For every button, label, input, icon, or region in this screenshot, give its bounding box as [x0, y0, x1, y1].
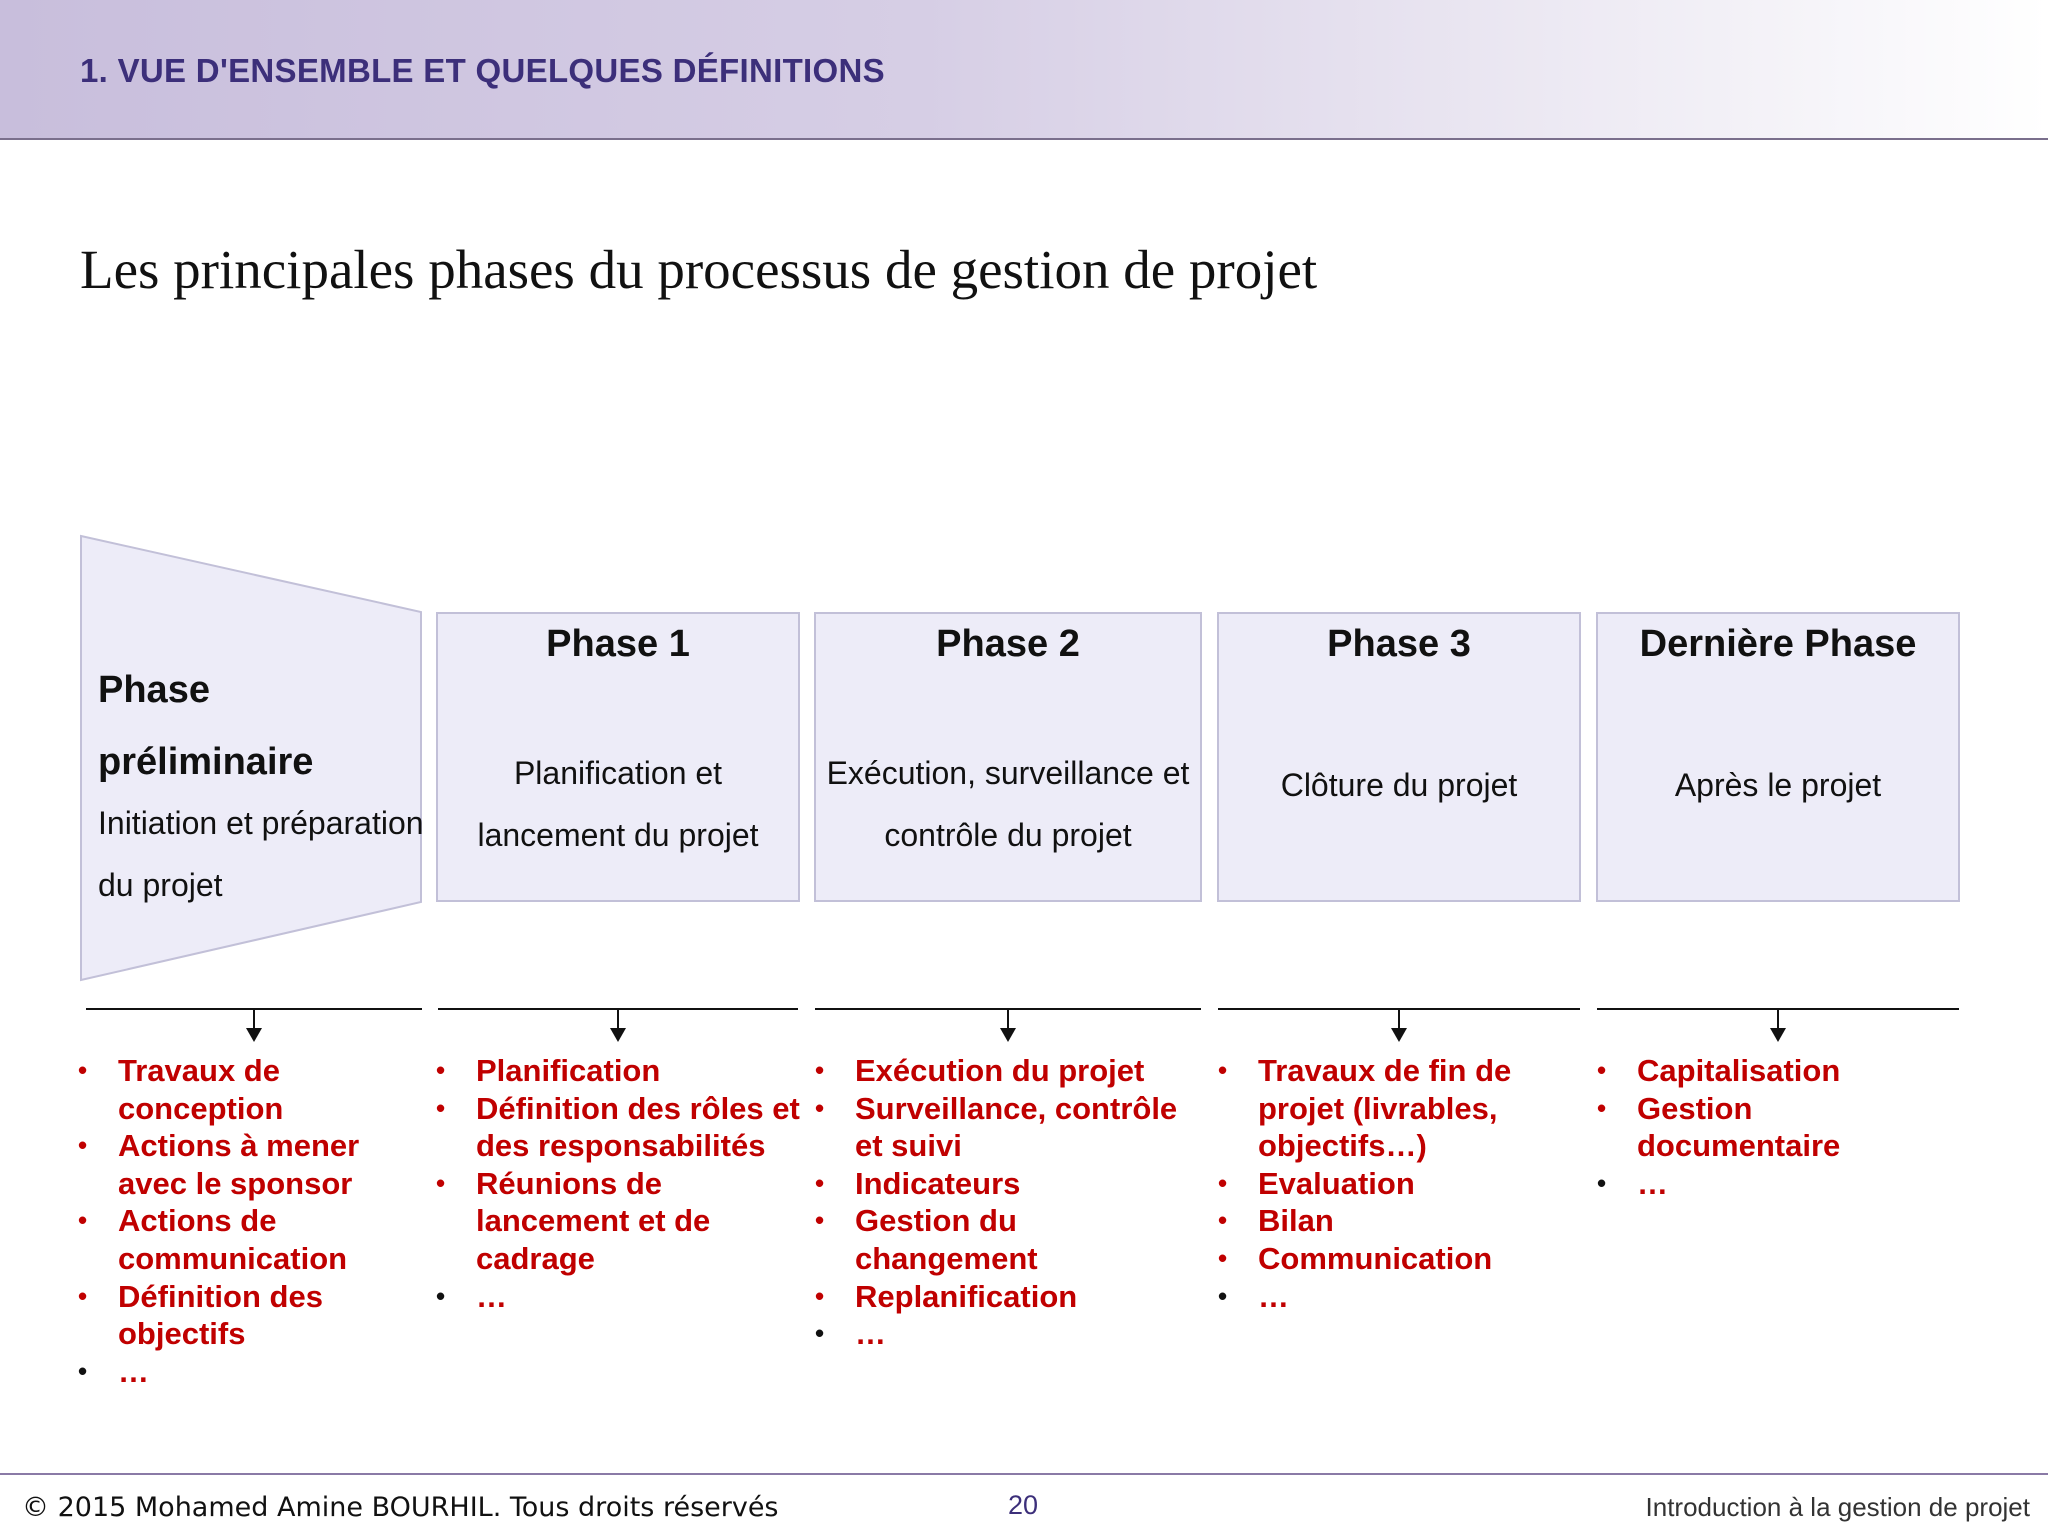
phase-box-last [1596, 612, 1960, 902]
copyright-notice: © 2015 Mohamed Amine BOURHIL. Tous droits réservés [22, 1492, 779, 1523]
list-item [815, 1278, 1205, 1316]
list-item-text: Définition des rôles et des responsabilités [476, 1090, 800, 1164]
phase-name: Phase 1 [546, 623, 690, 665]
list-item-text: Surveillance, contrôle et suivi [855, 1090, 1178, 1164]
arrow-rule-1 [438, 1008, 798, 1042]
bullet-icon: • [78, 1205, 88, 1236]
list-item [436, 1165, 800, 1278]
bullet-icon: • [815, 1055, 825, 1085]
list-item-text: Indicateurs [855, 1165, 1021, 1201]
arrow-stem [617, 1008, 619, 1030]
slide-title: Les principales phases du processus de gestion de projet [80, 239, 1318, 300]
list-item [78, 1202, 423, 1277]
activity-list-phase-2 [815, 1052, 1205, 1353]
course-title: Introduction à la gestion de projet [1645, 1492, 2030, 1522]
list-item-text: Communication [1258, 1240, 1493, 1276]
bullet-icon: • [1218, 1242, 1228, 1273]
list-item-text: Travaux de conception [118, 1053, 284, 1126]
bullet-icon: • [815, 1167, 825, 1198]
arrow-rule-0 [86, 1008, 422, 1042]
arrow-stem [1777, 1008, 1779, 1030]
list-item [1218, 1202, 1558, 1240]
list-item-text: … [855, 1316, 886, 1352]
bullet-icon: • [436, 1167, 446, 1198]
activity-list-last-phase [1597, 1052, 1897, 1202]
list-item-text: Replanification [855, 1278, 1078, 1314]
list-item [815, 1052, 1205, 1090]
bullet-icon: • [1218, 1205, 1228, 1236]
list-item [78, 1052, 423, 1127]
arrow-stem [253, 1008, 255, 1030]
list-item [1218, 1165, 1558, 1203]
phase-name: Phase 2 [936, 623, 1080, 665]
bullet-icon: • [78, 1355, 88, 1386]
list-item-text: Réunions de lancement et de cadrage [476, 1165, 711, 1276]
bullet-icon: • [1218, 1055, 1228, 1085]
down-arrow-icon [1000, 1028, 1016, 1042]
bullet-icon: • [1597, 1055, 1607, 1085]
arrow-stem [1007, 1008, 1009, 1030]
arrow-rule-4 [1597, 1008, 1959, 1042]
bullet-icon: • [1597, 1167, 1607, 1198]
list-item [1218, 1052, 1558, 1165]
list-item-text: Définition des objectifs [118, 1278, 323, 1352]
list-item [436, 1278, 800, 1316]
list-item-text: Bilan [1258, 1203, 1334, 1239]
list-item [436, 1090, 800, 1165]
list-item-text: Gestion du changement [855, 1203, 1038, 1276]
bullet-icon: • [815, 1092, 825, 1123]
list-item-text: Capitalisation [1637, 1053, 1841, 1088]
list-item-text: Actions à mener avec le sponsor [118, 1128, 360, 1201]
bullet-icon: • [815, 1318, 825, 1349]
phase-description: Après le projet [1674, 767, 1882, 803]
phase-name: Dernière Phase [1639, 623, 1917, 665]
list-item [1218, 1278, 1558, 1316]
list-item [1597, 1165, 1897, 1203]
arrow-rule-2 [815, 1008, 1201, 1042]
list-item [78, 1127, 423, 1202]
list-item-text: Gestion documentaire [1637, 1090, 1841, 1164]
bullet-icon: • [1218, 1167, 1228, 1198]
bullet-icon: • [78, 1055, 88, 1085]
bullet-icon: • [815, 1280, 825, 1311]
list-item-text: Exécution du projet [855, 1053, 1145, 1088]
list-item [815, 1090, 1205, 1165]
list-item-text: … [1637, 1165, 1668, 1201]
list-item [815, 1165, 1205, 1203]
bullet-icon: • [78, 1280, 88, 1311]
activity-list-phase-3 [1218, 1052, 1558, 1315]
phase-box-3 [1217, 612, 1581, 902]
bullet-icon: • [1597, 1092, 1607, 1123]
phase-box-2 [814, 612, 1202, 902]
bullet-icon: • [436, 1055, 446, 1085]
phase-description: Exécution, surveillance et contrôle du projet [826, 755, 1190, 853]
bullet-icon: • [78, 1130, 88, 1161]
activity-list-phase-1 [436, 1052, 800, 1315]
list-item [815, 1202, 1205, 1277]
arrow-stem [1398, 1008, 1400, 1030]
phase-name: Phase 3 [1327, 623, 1471, 665]
list-item-text: Evaluation [1258, 1165, 1415, 1201]
phase-description: Planification et lancement du projet [477, 755, 759, 853]
down-arrow-icon [1770, 1028, 1786, 1042]
list-item [815, 1315, 1205, 1353]
down-arrow-icon [1391, 1028, 1407, 1042]
list-item [1597, 1090, 1897, 1165]
phase-description: Clôture du projet [1280, 767, 1518, 803]
bullet-icon: • [815, 1205, 825, 1236]
section-title: 1. VUE D'ENSEMBLE ET QUELQUES DÉFINITIONS [80, 52, 885, 89]
page-number: 20 [1008, 1490, 1039, 1520]
list-item-text: … [476, 1278, 507, 1314]
list-item [1218, 1240, 1558, 1278]
down-arrow-icon [610, 1028, 626, 1042]
bullet-icon: • [436, 1280, 446, 1311]
list-item [78, 1353, 423, 1391]
list-item-text: … [1258, 1278, 1289, 1314]
list-item [1597, 1052, 1897, 1090]
list-item-text: Actions de communication [118, 1203, 348, 1276]
list-item [436, 1052, 800, 1090]
list-item-text: Travaux de fin de projet (livrables, objectifs…) [1258, 1053, 1512, 1164]
bullet-icon: • [436, 1092, 446, 1123]
phase-description: Initiation et préparation du projet [98, 805, 424, 903]
list-item [78, 1278, 423, 1353]
phase-name: Phase préliminaire [98, 669, 314, 783]
activity-list-preliminary [78, 1052, 423, 1390]
footer-divider [0, 1473, 2048, 1475]
arrow-rule-3 [1218, 1008, 1580, 1042]
phase-box-1 [436, 612, 800, 902]
preliminary-phase-label [98, 654, 428, 916]
bullet-icon: • [1218, 1280, 1228, 1311]
down-arrow-icon [246, 1028, 262, 1042]
list-item-text: Planification [476, 1053, 661, 1088]
list-item-text: … [118, 1353, 149, 1389]
